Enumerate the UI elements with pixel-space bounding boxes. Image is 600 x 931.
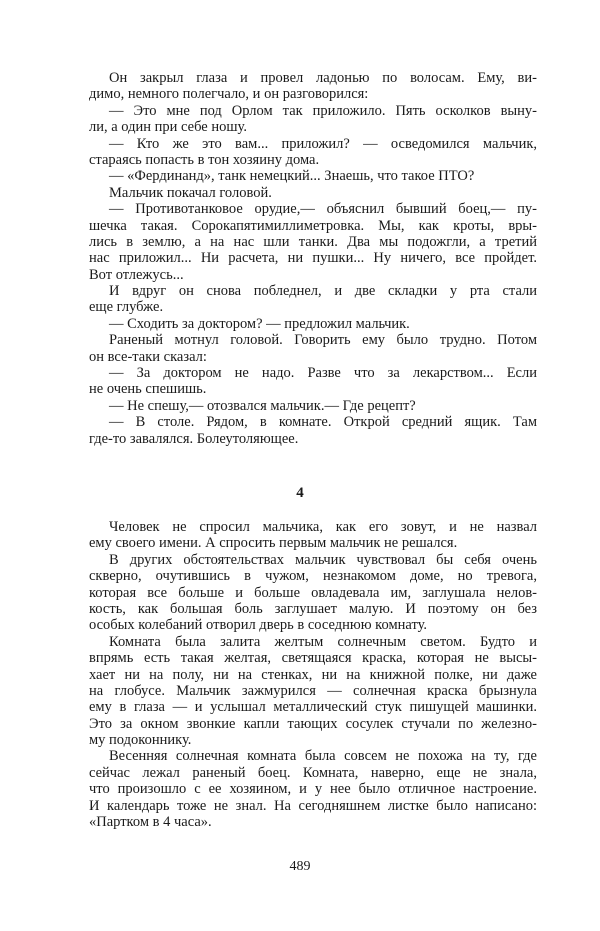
text-line: лись в землю, а на нас шли танки. Два мы подожгли, а третий [89,233,537,250]
text-line: Комната была залита желтым солнечным светом. Будто и [109,633,537,650]
text-line: — Противотанковое орудие,— объяснил бывший боец,— пу- [109,201,537,218]
text-line: ему в глаза — и услышал металлический стук пишущей машинки. [89,699,537,716]
text-line: Мальчик покачал головой. [109,184,272,201]
text-section-1 [89,70,537,447]
text-line: — Сходить за доктором? — предложил мальчик. [109,315,410,332]
page-number: 489 [289,859,311,874]
text-line: где-то завалялся. Болеутоляющее. [89,430,299,447]
text-line: нас приложил... Ни расчета, ни пушки... Ну ничего, все пройдет. [89,250,537,267]
text-line: он все-таки сказал: [89,348,207,365]
text-line: не очень спешишь. [89,381,207,398]
text-line: Вот отлежусь... [89,266,184,283]
text-line: И вдруг он снова побледнел, и две складки у рта стали [109,283,537,300]
text-line: И календарь тоже не знал. На сегодняшнем листке было написано: [89,797,537,814]
text-line: — «Фердинанд», танк немецкий... Знаешь, что такое ПТО? [109,168,475,185]
text-line: Он закрыл глаза и провел ладонью по волосам. Ему, ви- [109,70,537,86]
text-line: — За доктором не надо. Разве что за лекарством... Если [109,365,537,382]
text-line: му подоконнику. [89,732,192,749]
text-line: ему своего имени. А спросить первым мальчик не решался. [89,535,458,552]
text-line: В других обстоятельствах мальчик чувствовал бы себя очень [109,551,537,568]
text-line: димо, немного полегчало, и он разговорился: [89,86,369,103]
text-line: — Не спешу,— отозвался мальчик.— Где рецепт? [109,397,416,414]
text-line: — Это мне под Орлом так приложило. Пять осколков выну- [109,102,537,119]
text-line: стараясь попасть в тон хозяину дома. [89,151,320,168]
text-line: — В столе. Рядом, в комнате. Открой средний ящик. Там [109,414,537,431]
chapter-number: 4 [296,485,304,501]
text-section-2 [89,519,537,830]
text-line: «Партком в 4 часа». [89,814,212,831]
text-line: — Кто же это вам... приложил? — осведомился мальчик, [109,135,537,152]
text-line: впрямь есть такая желтая, светящаяся краска, которая не высы- [89,650,537,667]
text-line: кость, как большая боль заглушает малую. И поэтому он без [89,600,537,617]
text-line: Раненый мотнул головой. Говорить ему было трудно. Потом [109,332,537,349]
text-line: на глобусе. Мальчик зажмурился — солнечная краска брызнула [89,682,537,699]
text-line: шечка такая. Сорокапятимиллиметровка. Мы, как кроты, вры- [89,217,537,234]
text-line: Человек не спросил мальчика, как его зовут, и не назвал [109,519,537,535]
text-line: особых колебаний отворил дверь в соседнюю комнату. [89,617,428,634]
text-line: скверно, очутившись в чужом, незнакомом доме, но тревога, [89,568,537,585]
text-line: Это за окном звонкие капли тающих сосулек стучали по железно- [89,715,537,732]
text-line: сейчас лежал раненый боец. Комната, наверно, еще не знала, [89,764,537,781]
text-line: которая все больше и больше овладевала им, заглушала нелов- [89,584,537,601]
text-line: что произошло с ее хозяином, и у нее было отличное настроение. [89,781,537,798]
text-line: еще глубже. [89,299,164,316]
text-line: хает ни на полу, ни на стенках, ни на книжной полке, ни даже [89,666,537,683]
text-line: Весенняя солнечная комната была совсем не похожа на ту, где [109,748,537,765]
text-line: ли, а один при себе ношу. [89,119,247,136]
